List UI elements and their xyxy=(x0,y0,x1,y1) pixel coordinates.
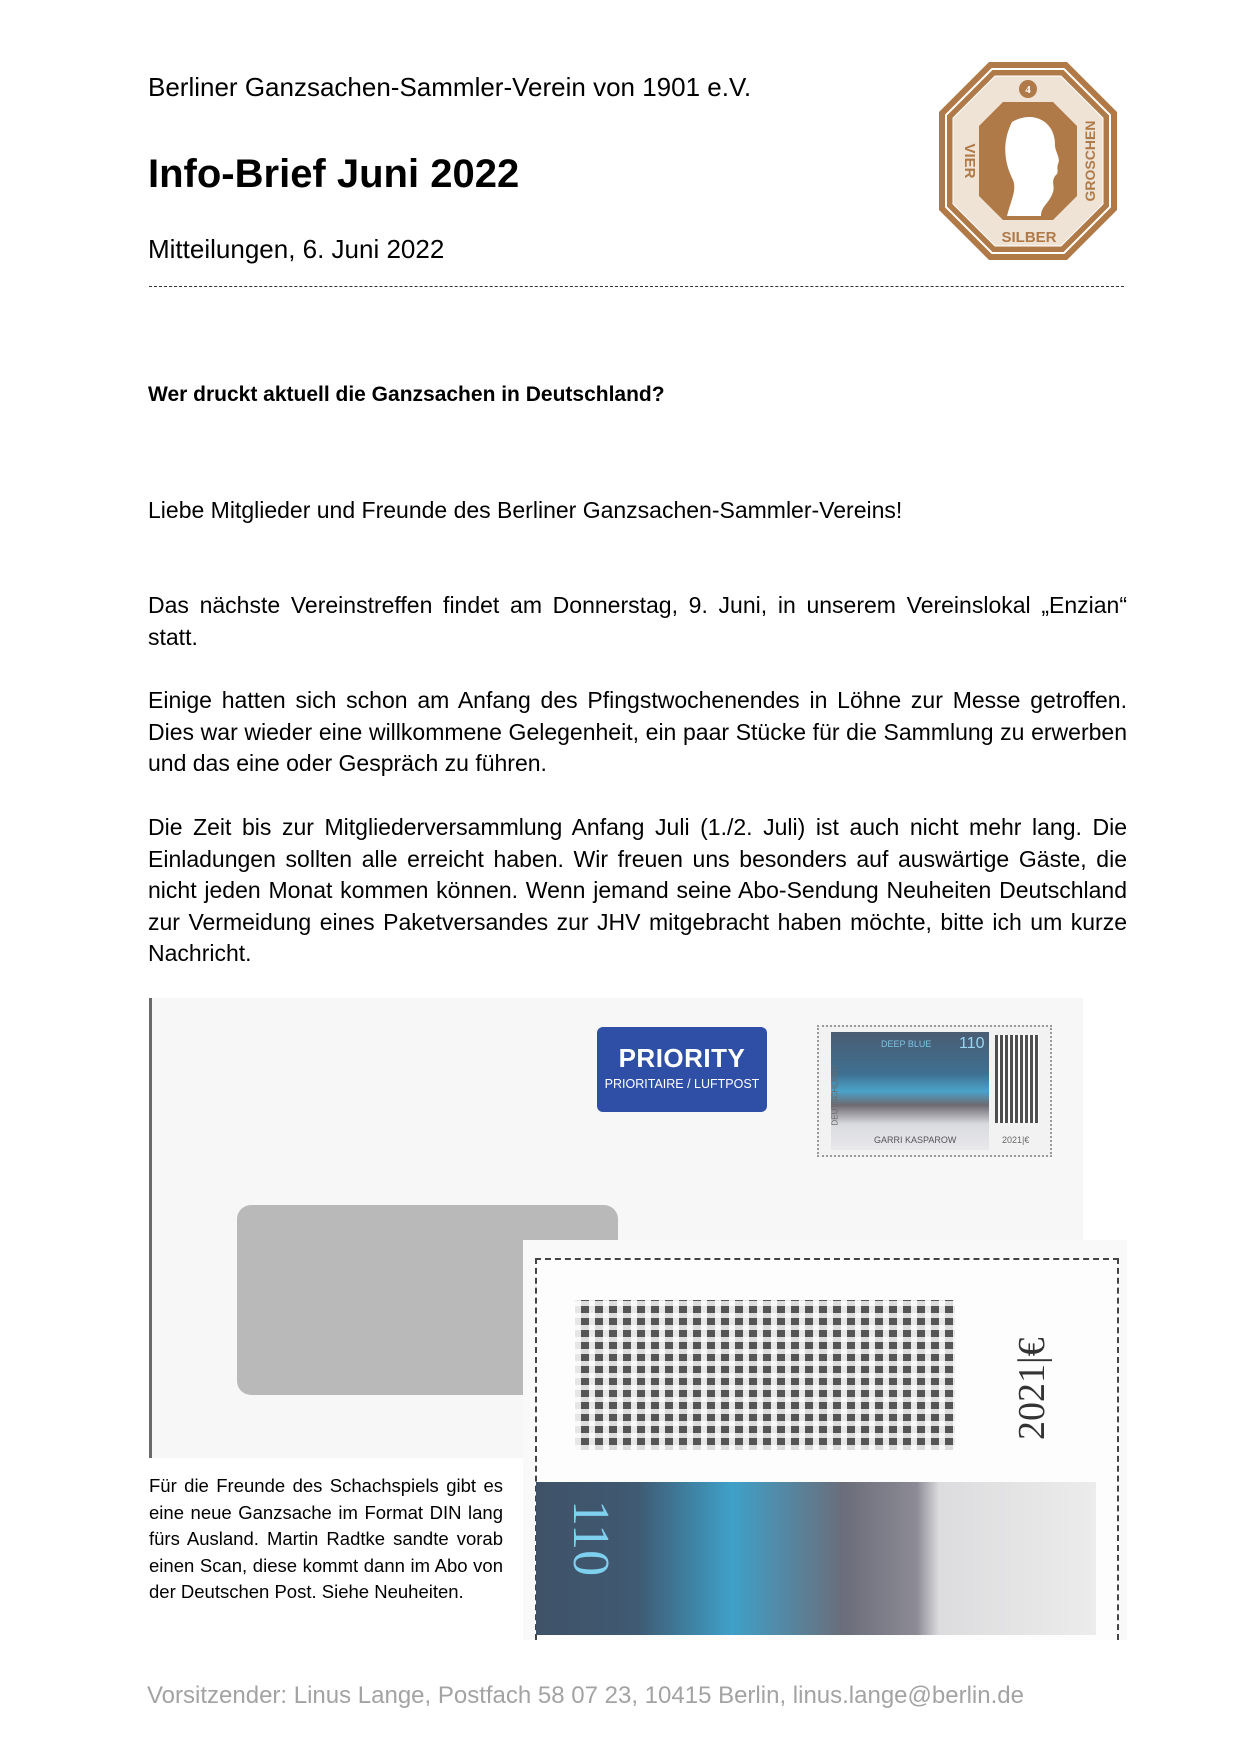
header-divider xyxy=(149,286,1124,287)
page-title: Info-Brief Juni 2022 xyxy=(148,152,520,196)
postal-stationery-stamp-icon xyxy=(937,60,1119,262)
datamatrix-code-icon xyxy=(575,1300,955,1450)
greeting: Liebe Mitglieder und Freunde des Berliner Ganzsachen-Sammler-Vereins! xyxy=(148,497,903,523)
priority-label xyxy=(597,1027,767,1112)
svg-text:VIER: VIER xyxy=(961,143,978,179)
stamp-value: 110 xyxy=(959,1035,985,1052)
stamp-top-text: DEEP BLUE xyxy=(881,1039,932,1049)
postage-stamp xyxy=(817,1025,1052,1157)
priority-title: PRIORITY xyxy=(618,1043,746,1073)
organization-name: Berliner Ganzsachen-Sammler-Verein von 1901 e.V. xyxy=(148,72,752,102)
svg-text:SILBER: SILBER xyxy=(1001,229,1057,246)
logo-value: 4 xyxy=(1025,84,1031,96)
zoomed-stamp-year: 2021|€ xyxy=(1011,1337,1053,1440)
priority-subtitle: PRIORITAIRE / LUFTPOST xyxy=(604,1077,760,1091)
paragraph-meeting: Das nächste Vereinstreffen findet am Donnerstag, 9. Juni, in unserem Vereinslokal „Enzian“ statt. xyxy=(148,592,1127,650)
zoomed-stamp-artwork xyxy=(536,1482,1096,1635)
stamp-name: GARRI KASPAROW xyxy=(874,1135,957,1145)
stamp-year: 2021|€ xyxy=(1002,1135,1030,1145)
page-subtitle: Mitteilungen, 6. Juni 2022 xyxy=(148,234,445,264)
svg-text:GROSCHEN: GROSCHEN xyxy=(1082,120,1098,202)
footer-contact: Vorsitzender: Linus Lange, Postfach 58 07 23, 10415 Berlin, linus.lange@berlin.de xyxy=(147,1682,1024,1709)
paragraph-fair: Einige hatten sich schon am Anfang des Pfingstwochenendes in Löhne zur Messe getroffen. Dies war wieder eine willkommene Gelegenheit, ein paar Stücke für die Sammlung zu erwerben und das eine oder Gespräch zu führen. xyxy=(148,687,1127,776)
stamp-country: DEUTSCHLAND xyxy=(830,1065,840,1126)
paragraph-assembly: Die Zeit bis zur Mitgliederversammlung Anfang Juli (1./2. Juli) ist auch nicht mehr lang. Die Einladungen sollten alle erreicht haben. Wir freuen uns besonders auf auswärtige Gäste, die nicht jeden Monat kommen können. Wenn jemand seine Abo-Sendung Neuheiten Deutschland zur Vermeidung eines Paketversandes zur JHV mitgebracht haben möchte, bitte ich um kurze Nachricht. xyxy=(148,814,1127,966)
article-heading: Wer druckt aktuell die Ganzsachen in Deutschland? xyxy=(148,383,665,406)
zoomed-stamp-value: 110 xyxy=(562,1500,619,1577)
datamatrix-code-icon xyxy=(995,1035,1039,1123)
figure-caption: Für die Freunde des Schachspiels gibt es eine neue Ganzsache im Format DIN lang fürs Ausland. Martin Radtke sandte vorab einen Scan, diese kommt dann im Abo von der Deutschen Post. Siehe Neuheiten. xyxy=(149,1475,503,1602)
